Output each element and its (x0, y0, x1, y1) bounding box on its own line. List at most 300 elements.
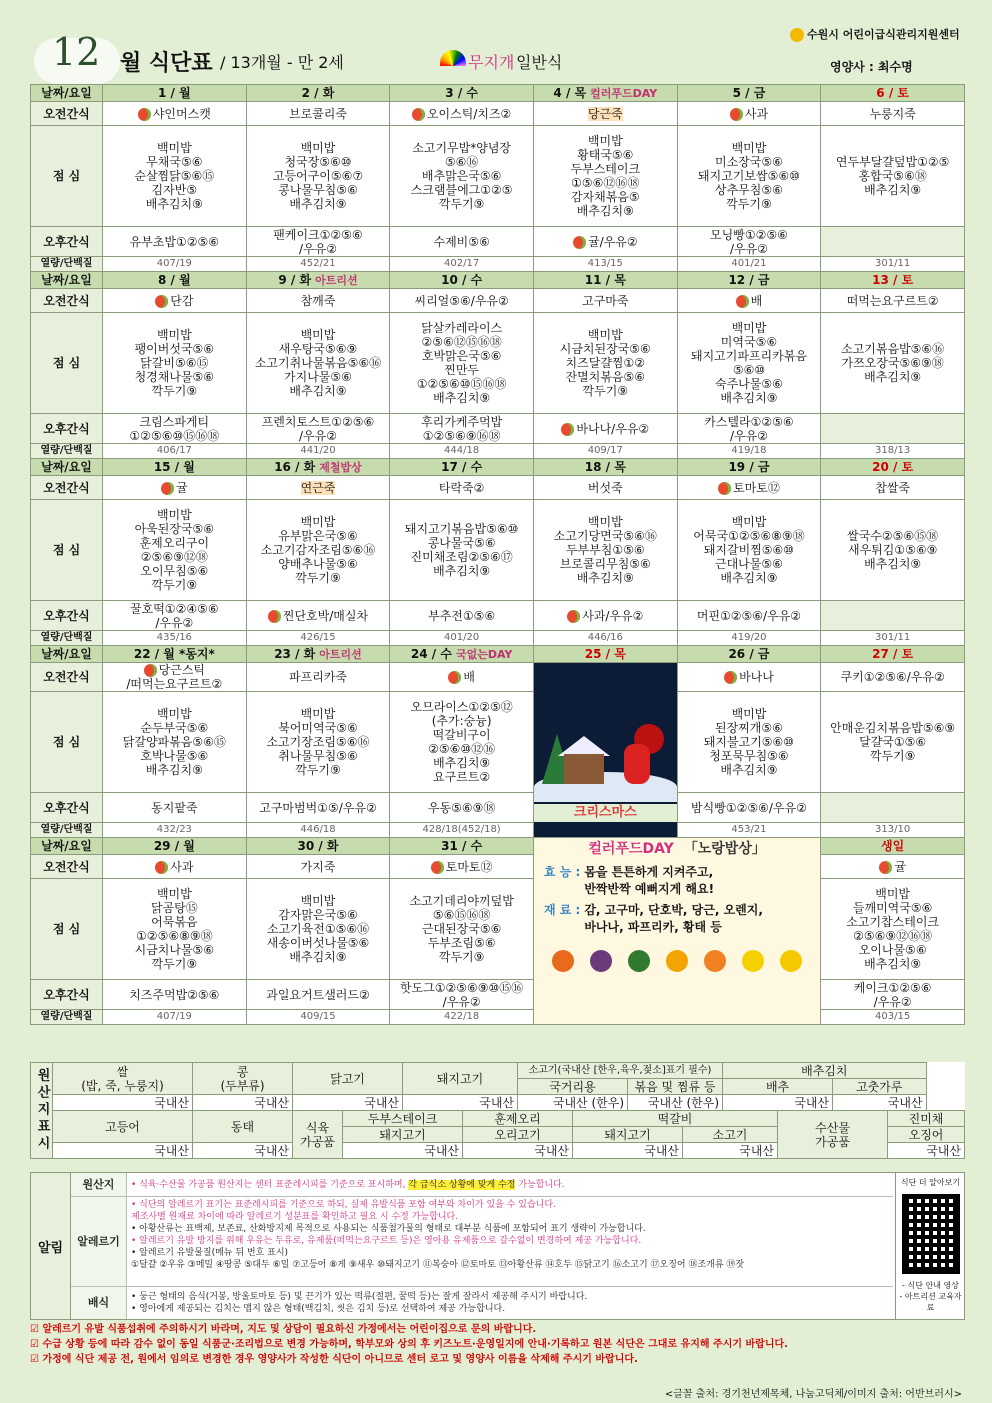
day-header-text: 26 / 금 (728, 647, 770, 661)
row-label: 오전간식 (31, 855, 103, 879)
pm-snack (103, 601, 247, 631)
kcal-protein-text: 409/15 (300, 1011, 336, 1022)
day-header-text: 15 / 월 (153, 460, 195, 474)
menu-row-am (31, 855, 965, 879)
day-header (103, 272, 247, 289)
origin-value: 국내산 (293, 1095, 403, 1111)
kcal-protein-text: 313/10 (875, 824, 911, 835)
colorfood-title-b: 「노랑밥상」 (683, 841, 766, 857)
menu-row-lunch (31, 313, 965, 414)
row-label: 날짜/요일 (31, 646, 103, 663)
day-header-text: 5 / 금 (732, 86, 766, 100)
lunch-menu (103, 500, 247, 601)
am-snack-text: 샤인머스캣 (152, 106, 211, 121)
lunch-menu (103, 126, 247, 227)
fruit-icon (879, 861, 892, 874)
am-snack (103, 663, 247, 692)
day-header (103, 646, 247, 663)
menu-row-days (31, 272, 965, 289)
kcal-protein (533, 257, 677, 272)
page-title: 월 식단표 (120, 51, 213, 76)
pm-snack (677, 414, 821, 444)
am-snack (533, 102, 677, 126)
day-header (677, 459, 821, 476)
day-header (246, 646, 390, 663)
kcal-protein (677, 444, 821, 459)
day-header-text: 2 / 화 (301, 86, 335, 100)
day-header (821, 646, 965, 663)
day-header (390, 459, 534, 476)
menu-row-pm (31, 601, 965, 631)
menu-row-am (31, 289, 965, 313)
row-label: 오후간식 (31, 601, 103, 631)
pm-snack-text: 팬케이크①②⑤⑥ /우유② (273, 227, 363, 256)
origin-value: 국내산 (723, 1095, 833, 1111)
pm-snack (533, 227, 677, 257)
origin-value: 국내산 (683, 1143, 778, 1159)
day-badge: 컬러푸드DAY (590, 86, 658, 100)
day-header-text: 6 / 토 (876, 86, 909, 100)
lunch-menu-text: 소고기볶음밥⑤⑥⑯ 가쯔오장국⑤⑥⑨⑱ 배추김치⑨ (841, 342, 945, 384)
rainbow-icon (440, 50, 466, 66)
row-label: 점 심 (31, 879, 103, 980)
pm-snack-text: 밤식빵①②⑤⑥/우유② (691, 800, 807, 815)
day-header-text: 8 / 월 (157, 273, 191, 287)
origin-value: 국내산 (193, 1095, 293, 1111)
origin-sub-pork: 돼지고기 (343, 1127, 463, 1143)
row-label: 열량/단백질 (31, 257, 103, 272)
lunch-menu-text: 백미밥 닭곰탕⑮ 어묵볶음 ①②⑤⑥⑧⑨⑱ 시금치나물⑤⑥ 깍두기⑨ (134, 887, 215, 971)
am-snack-text: 당근스틱 /떠먹는요구르트② (126, 663, 223, 691)
pm-snack-text: 후리가케주먹밥 ①②⑤⑥⑨⑯⑱ (421, 414, 503, 443)
kcal-protein-text: 446/18 (300, 824, 336, 835)
pm-snack (821, 793, 965, 823)
day-header (103, 838, 247, 855)
am-snack (246, 102, 390, 126)
pm-snack (246, 227, 390, 257)
kcal-protein-text: 426/15 (300, 632, 336, 643)
qr-code-icon[interactable] (902, 1194, 960, 1274)
colorfood-ingredients (544, 902, 810, 936)
pm-snack (246, 980, 390, 1010)
lunch-menu (533, 126, 677, 227)
lunch-menu-text: 백미밥 소고기당면국⑤⑥⑯ 두부부침①⑤⑥ 브로콜리무침⑤⑥ 배추김치⑨ (553, 515, 657, 585)
day-header-text: 25 / 목 (584, 647, 626, 661)
row-label: 날짜/요일 (31, 838, 103, 855)
christmas-cell (533, 663, 677, 838)
am-snack (677, 289, 821, 313)
notice-origin-tail: 가능합니다. (518, 1180, 565, 1190)
lunch-menu (533, 313, 677, 414)
menu-row-am (31, 476, 965, 500)
origin-rice-header: 쌀 (밥, 죽, 누룽지) (53, 1063, 193, 1095)
lunch-menu (821, 313, 965, 414)
am-snack (246, 476, 390, 500)
row-label: 점 심 (31, 500, 103, 601)
pm-snack (677, 793, 821, 823)
pm-snack (821, 414, 965, 444)
fruit-icon (730, 108, 743, 121)
day-header-text: 20 / 토 (872, 460, 914, 474)
fruit-icons (544, 950, 810, 972)
row-label: 오전간식 (31, 102, 103, 126)
origin-value: 국내산 (463, 1143, 573, 1159)
lunch-menu-text: 백미밥 감자맑은국⑤⑥ 소고기육전①⑤⑥⑯ 새송이버섯나물⑤⑥ 배추김치⑨ (266, 894, 370, 964)
notice-allergy-text1: • 식단의 알레르기 표기는 표준레시피를 기준으로 하되, 실제 유발식품 포함 여부와 차이가 있을 수 있습니다. 제조사별 원재료 차이에 따라 알레르기 성분표를 확인하고 필요 시 수정 가능합니다. (131, 1200, 556, 1222)
pm-snack-text: 케이크①②⑤⑥ /우유② (853, 980, 932, 1009)
day-header (533, 85, 677, 102)
notice-serving-label: 배식 (71, 1287, 127, 1319)
pm-snack (533, 414, 677, 444)
origin-table (30, 1062, 965, 1159)
fruit-icon (268, 610, 281, 623)
lunch-menu-text: 백미밥 미소장국⑤⑥ 돼지고기보쌈⑤⑥⑩ 상추무침⑤⑥ 깍두기⑨ (698, 141, 800, 211)
am-snack-text: 사과 (170, 859, 194, 874)
fruit-icon (138, 108, 151, 121)
lunch-menu-text: 백미밥 순두부국⑤⑥ 닭갈양파볶음⑤⑥⑮ 호박나물⑤⑥ 배추김치⑨ (122, 707, 226, 777)
kcal-protein (821, 444, 965, 459)
class-name: 무지개 (468, 53, 515, 72)
day-header-text: 17 / 수 (441, 460, 483, 474)
am-snack-text: 토마토⑫ (445, 859, 493, 874)
kcal-protein-text: 419/20 (731, 632, 767, 643)
roof-shape (558, 736, 610, 756)
notice-allergy-row (71, 1197, 893, 1287)
pm-snack-text: 모닝빵①②⑤⑥ /우유② (710, 227, 788, 256)
kcal-protein-text: 413/15 (587, 258, 623, 269)
fruit-icon (448, 671, 461, 684)
origin-value: 국내산 (53, 1095, 193, 1111)
origin-cabbage: 배추 (723, 1079, 833, 1095)
lunch-menu-text: 백미밥 시금치된장국⑤⑥ 치즈달걀찜①② 잔멸치볶음⑤⑥ 깍두기⑨ (559, 328, 651, 398)
am-snack-text: 떠먹는요구르트② (846, 293, 939, 308)
pm-snack-text: 귤/우유② (588, 234, 638, 249)
am-snack-text: 가지죽 (300, 859, 336, 874)
origin-sub-duck: 오리고기 (463, 1127, 573, 1143)
notice-allergy-list: • 알레르기 유발물질(메뉴 뒤 번호 표시) ①달걀 ②우유 ③메밀 ④땅콩 ⑤대두 ⑥밀 ⑦고등어 ⑧게 ⑨새우 ⑩돼지고기 ⑪복숭아 ⑫토마토 ⑬아황산류 ⑭호두 ⑮닭고기 ⑯소고기 ⑰오징어 ⑱조개류 ⑲잣 (131, 1248, 745, 1270)
lunch-menu-text: 백미밥 황태국⑤⑥ 두부스테이크 ①⑤⑥⑫⑯⑱ 감자채볶음⑤ 배추김치⑨ (570, 134, 641, 218)
lunch-menu (246, 692, 390, 793)
menu-row-kcal (31, 444, 965, 459)
origin-value: 국내산 (한우) (628, 1095, 723, 1111)
notice-box (30, 1172, 965, 1320)
day-header-text: 31 / 수 (441, 839, 483, 853)
am-snack-text: 귤 (176, 480, 188, 495)
lunch-menu-text: 오므라이스①②⑤⑫ (추가:숭늉) 떡갈비구이 ②⑤⑥⑩⑫⑯ 배추김치⑨ 요구르트② (410, 700, 513, 784)
lunch-menu (103, 313, 247, 414)
christmas-illustration (534, 674, 677, 826)
row-label: 점 심 (31, 692, 103, 793)
lunch-menu-text: 백미밥 어묵국①②⑤⑥⑧⑨⑱ 돼지갈비찜⑤⑥⑩ 근대나물⑤⑥ 배추김치⑨ (693, 515, 805, 585)
kcal-protein-text: 428/18(452/18) (422, 824, 501, 835)
pm-snack (103, 414, 247, 444)
kcal-protein-text: 422/18 (444, 1011, 480, 1022)
kcal-protein-text: 446/16 (587, 632, 623, 643)
lunch-menu-text: 백미밥 들깨미역국⑤⑥ 소고기찹스테이크 ②⑤⑥⑨⑫⑯⑱ 오이나물⑤⑥ 배추김치⑨ (846, 887, 940, 971)
origin-kimchi-header: 배추김치 (723, 1063, 926, 1079)
day-header-text: 13 / 토 (872, 273, 914, 287)
fruit-icon (666, 950, 688, 972)
menu-row-kcal (31, 631, 965, 646)
origin-chicken-header: 닭고기 (293, 1063, 403, 1095)
pm-snack-text: 프렌치토스트①②⑤⑥ /우유② (261, 414, 375, 443)
pm-snack (390, 227, 534, 257)
lunch-menu (246, 313, 390, 414)
kcal-protein (677, 631, 821, 646)
day-header (533, 646, 677, 663)
menu-row-lunch (31, 500, 965, 601)
am-snack (821, 663, 965, 692)
organization-name: 수원시 어린이급식관리지원센터 (807, 28, 960, 41)
colorfood-ingredients-label: 재 료 : (543, 903, 581, 917)
fruit-icon (628, 950, 650, 972)
am-snack (103, 476, 247, 500)
notice-origin-row (71, 1173, 893, 1197)
santa-shape (624, 744, 650, 784)
pm-snack-text: 카스텔라①②⑤⑥ /우유② (704, 414, 794, 443)
origin-beef-header: 소고기(국내산 [한우,육우,젖소]표기 필수) (518, 1063, 723, 1079)
menu-row-lunch (31, 126, 965, 227)
day-header-text: 생일 (881, 839, 905, 853)
notice-allergy-label: 알레르기 (71, 1197, 127, 1286)
pm-snack (390, 793, 534, 823)
fruit-icon (567, 610, 580, 623)
am-snack (246, 663, 390, 692)
row-label: 점 심 (31, 126, 103, 227)
footer-notes (30, 1322, 965, 1367)
kcal-protein-text: 301/11 (875, 632, 911, 643)
origin-bean-header: 콩 (두부류) (193, 1063, 293, 1095)
origin-tofu-steak: 두부스테이크 (343, 1111, 463, 1127)
lunch-menu (246, 500, 390, 601)
row-label: 오후간식 (31, 793, 103, 823)
pm-snack-text: 동지팥죽 (151, 800, 198, 815)
row-label: 열량/단백질 (31, 631, 103, 646)
am-snack (821, 855, 965, 879)
day-header (246, 85, 390, 102)
day-header (533, 272, 677, 289)
kcal-protein (821, 257, 965, 272)
kcal-protein-text: 419/18 (731, 445, 767, 456)
pm-snack-text: 사과/우유② (582, 608, 644, 623)
day-header (246, 838, 390, 855)
day-header (390, 85, 534, 102)
fruit-icon (590, 950, 612, 972)
day-header (390, 272, 534, 289)
fruit-icon (412, 108, 425, 121)
lunch-menu-text: 소고기무밥*양념장 ⑤⑥⑯ 배추맑은국⑤⑥ 스크램블에그①②⑤ 깍두기⑨ (410, 141, 513, 211)
kcal-protein (677, 823, 821, 838)
am-snack (821, 102, 965, 126)
am-snack-text: 토마토⑫ (733, 480, 780, 495)
day-header-text: 23 / 화 (274, 646, 316, 661)
kcal-protein-text: 401/20 (444, 632, 480, 643)
pm-snack (103, 980, 247, 1010)
menu-row-lunch (31, 692, 965, 793)
am-snack-text: 찹쌀죽 (875, 480, 911, 495)
fruit-icon (552, 950, 574, 972)
day-badge: 아트리션 (319, 647, 362, 661)
am-snack-text: 타락죽② (438, 480, 485, 495)
pm-snack (390, 414, 534, 444)
kcal-protein (246, 1010, 390, 1025)
kcal-protein (103, 631, 247, 646)
day-header-text: 12 / 금 (728, 273, 770, 287)
fruit-icon (742, 950, 764, 972)
day-header-text: 30 / 화 (297, 839, 339, 853)
pm-snack (103, 227, 247, 257)
kcal-protein (103, 444, 247, 459)
menu-row-days (31, 646, 965, 663)
diet-type: 일반식 (516, 53, 563, 72)
origin-tteokgalbi: 떡갈비 (573, 1111, 778, 1127)
lunch-menu (677, 500, 821, 601)
pm-snack-text: 바나나/우유② (576, 421, 650, 436)
am-snack-text: 당근죽 (587, 106, 623, 121)
lunch-menu (246, 126, 390, 227)
am-snack-text: 사과 (744, 106, 769, 121)
kcal-protein-text: 453/21 (731, 824, 767, 835)
pm-snack (677, 601, 821, 631)
lunch-menu (246, 879, 390, 980)
am-snack-text: 배 (750, 293, 763, 308)
menu-row-days (31, 459, 965, 476)
fruit-icon (155, 861, 168, 874)
colorfood-effect-text: 몸을 튼튼하게 지켜주고, 반짝반짝 예뻐지게 해요! (584, 865, 715, 896)
am-snack-text: 참깨죽 (300, 293, 336, 308)
am-snack-text: 버섯죽 (587, 480, 623, 495)
kcal-protein (246, 444, 390, 459)
day-header (533, 459, 677, 476)
row-label: 오전간식 (31, 289, 103, 313)
menu-row-pm (31, 227, 965, 257)
notice-allergy-text2: • 아황산류는 표백제, 보존료, 산화방지제 목적으로 사용되는 식품첨가물의 형태로 대부분 식품에 포함되어 표기 생략이 가능합니다. (131, 1224, 646, 1234)
day-badge: 아트리션 (315, 273, 358, 287)
fruit-icon (718, 482, 731, 495)
kcal-protein-text: 432/23 (156, 824, 192, 835)
kcal-protein-text: 407/19 (156, 1011, 192, 1022)
qr-section (895, 1173, 965, 1319)
day-header (390, 838, 534, 855)
origin-beef-stir: 볶음 및 찜류 등 (628, 1079, 723, 1095)
day-header-text: 11 / 목 (584, 273, 626, 287)
origin-side-label: 원산지표시 (31, 1063, 53, 1159)
lunch-menu-text: 백미밥 미역국⑤⑥ 돼지고기파프리카볶음 ⑤⑥⑩ 숙주나물⑤⑥ 배추김치⑨ (690, 321, 807, 405)
am-snack (390, 289, 534, 313)
lunch-menu-text: 안매운김치볶음밥⑤⑥⑨ 달걀국①⑤⑥ 깍두기⑨ (830, 721, 956, 763)
kcal-protein-text: 444/18 (444, 445, 480, 456)
nutritionist: 영양사 : 최수명 (830, 60, 913, 74)
day-header-text: 19 / 금 (728, 460, 770, 474)
origin-value: 국내산 (833, 1095, 926, 1111)
pm-snack (821, 601, 965, 631)
origin-processed-seafood: 수산물 가공품 (778, 1111, 888, 1159)
day-header-text: 29 / 월 (153, 839, 195, 853)
am-snack-text: 브로콜리죽 (289, 106, 347, 121)
pm-snack (246, 414, 390, 444)
menu-row-am (31, 102, 965, 126)
pm-snack-text: 머핀①②⑤⑥/우유② (696, 608, 802, 623)
notice-origin-label: 원산지 (71, 1173, 127, 1196)
pm-snack (390, 601, 534, 631)
fruit-icon (161, 482, 174, 495)
am-snack (103, 289, 247, 313)
menu-row-kcal (31, 257, 965, 272)
origin-value: 국내산 (193, 1143, 293, 1159)
colorfood-info (533, 838, 820, 1025)
am-snack (677, 663, 821, 692)
day-header (103, 459, 247, 476)
am-snack-text: 바나나 (739, 670, 774, 684)
day-header (821, 272, 965, 289)
lunch-menu (103, 879, 247, 980)
lunch-menu (390, 313, 534, 414)
lunch-menu (533, 500, 677, 601)
kcal-protein-text: 407/19 (156, 258, 192, 269)
am-snack (390, 855, 534, 879)
kcal-protein (103, 823, 247, 838)
pm-snack (103, 793, 247, 823)
footer-note: ☑ 알레르기 유발 식품섭취에 주의하시기 바라며, 지도 및 상담이 필요하신 가정에서는 어린이집으로 문의 바랍니다. (30, 1324, 537, 1335)
pm-snack (390, 980, 534, 1010)
notice-allergy-text3: • 알레르기 유발 방지를 위해 우유는 두유로, 유제품(떠먹는요구르트 등)은 영아용 유제품으로 갈수없이 변경하여 제공 가능합니다. (131, 1236, 642, 1246)
origin-mackerel: 고등어 (53, 1111, 193, 1143)
am-snack (533, 289, 677, 313)
menu-row-am (31, 663, 965, 692)
origin-chili: 고춧가루 (833, 1079, 926, 1095)
row-label: 날짜/요일 (31, 272, 103, 289)
lunch-menu (677, 692, 821, 793)
day-header-text: 10 / 수 (441, 273, 483, 287)
day-header (390, 646, 534, 663)
am-snack-text: 귤 (894, 859, 906, 874)
lunch-menu (103, 692, 247, 793)
qr-title: 식단 더 알아보기 (900, 1178, 961, 1187)
row-label: 오전간식 (31, 663, 103, 692)
fruit-icon (736, 295, 749, 308)
origin-value: 국내산 (53, 1143, 193, 1159)
am-snack (533, 476, 677, 500)
lunch-menu (821, 126, 965, 227)
lunch-menu-text: 백미밥 무채국⑤⑥ 순살찜닭⑤⑥⑮ 김자반⑤ 배추김치⑨ (134, 141, 215, 211)
smiley-logo-icon (790, 28, 804, 42)
day-header (246, 459, 390, 476)
lunch-menu-text: 백미밥 아욱된장국⑤⑥ 훈제오리구이 ②⑤⑥⑨⑫⑱ 오이무침⑤⑥ 깍두기⑨ (134, 508, 215, 592)
fruit-icon (704, 950, 726, 972)
day-header-text: 3 / 수 (445, 86, 478, 100)
pm-snack-text: 부추전①⑤⑥ (428, 608, 496, 623)
am-snack (246, 289, 390, 313)
kcal-protein (103, 1010, 247, 1025)
am-snack (390, 663, 534, 692)
day-header-text: 18 / 목 (584, 460, 626, 474)
pm-snack (246, 601, 390, 631)
lunch-menu-text: 백미밥 된장찌개⑤⑥ 돼지불고기⑤⑥⑩ 청포묵무침⑤⑥ 배추김치⑨ (703, 707, 795, 777)
origin-pork-header: 돼지고기 (403, 1063, 518, 1095)
kcal-protein (390, 823, 534, 838)
lunch-menu (390, 126, 534, 227)
kcal-protein-text: 401/21 (731, 258, 767, 269)
lunch-menu (821, 879, 965, 980)
am-snack-text: 단감 (170, 293, 194, 308)
am-snack-text: 오이스틱/치즈② (426, 106, 512, 121)
pm-snack-text: 유부초밥①②⑤⑥ (129, 234, 220, 249)
kcal-protein-text: 402/17 (444, 258, 480, 269)
origin-dried-squid: 진미채 (888, 1111, 965, 1127)
pm-snack (246, 793, 390, 823)
month-number: 12 (52, 30, 101, 74)
origin-processed-meat: 식육 가공품 (293, 1111, 343, 1159)
